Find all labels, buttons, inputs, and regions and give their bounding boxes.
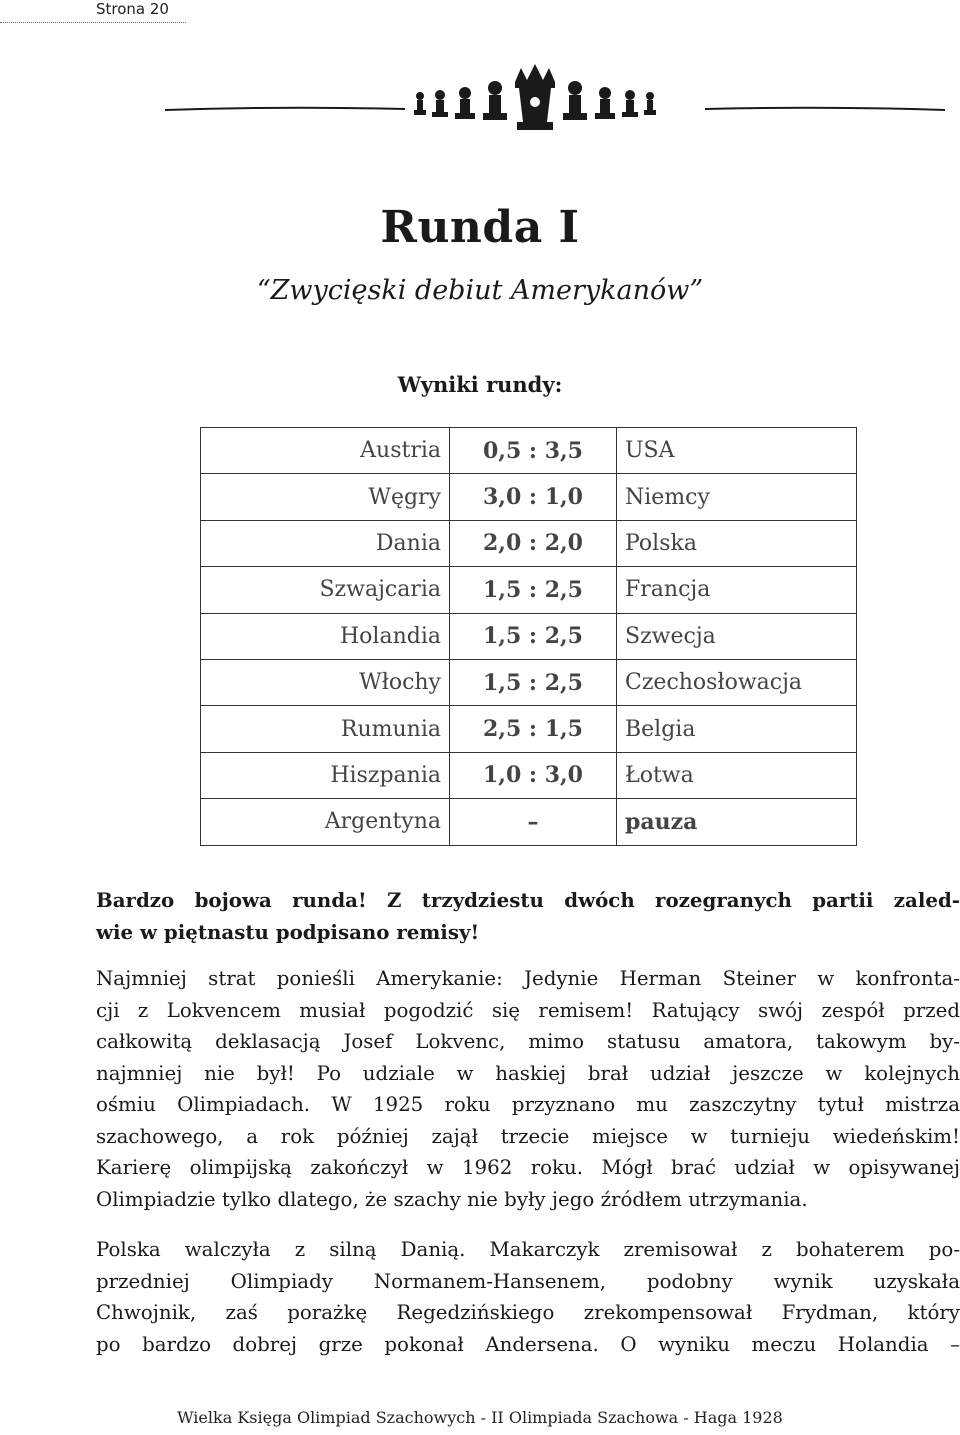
paragraph-line: ośmiu Olimpiadach. W 1925 roku przyznano mu zaszczytny tytuł mistrza [96,1093,960,1116]
paragraph-3 [96,1234,960,1360]
score-cell: 2,5 : 1,5 [450,706,617,752]
score-cell: 1,5 : 2,5 [450,613,617,659]
team-b-cell: USA [617,428,857,474]
results-row [201,567,857,613]
team-a-cell: Dania [201,520,450,566]
results-table [200,427,857,846]
team-a-cell: Węgry [201,474,450,520]
paragraph-1 [96,885,960,948]
paragraph-line: szachowego, a rok później zajął trzecie miejsce w turnieju wiedeńskim! [96,1124,960,1148]
team-b-cell: Polska [617,520,857,566]
team-a-cell: Hiszpania [201,752,450,798]
score-cell: 0,5 : 3,5 [450,428,617,474]
score-cell: 2,0 : 2,0 [450,520,617,566]
page-number: Strona 20 [96,0,169,18]
page-header [0,0,186,23]
chess-ornament-icon [165,62,945,162]
paragraph-line: cji z Lokvencem musiał pogodzić się remisem! Ratujący swój zespół przed [96,998,960,1022]
results-heading: Wyniki rundy: [397,372,563,397]
team-b-cell: Szwecja [617,613,857,659]
paragraph-line: Najmniej strat ponieśli Amerykanie: Jedynie Herman Steiner w konfronta- [96,967,960,990]
team-a-cell: Argentyna [201,799,450,845]
score-cell: 1,5 : 2,5 [450,567,617,613]
score-cell: – [450,799,617,845]
paragraph-2 [96,963,960,1215]
team-a-cell: Szwajcaria [201,567,450,613]
score-cell: 1,5 : 2,5 [450,659,617,705]
paragraph-line: Karierę olimpijską zakończył w 1962 roku. Mógł brać udział w opisywanej [96,1156,960,1179]
results-row [201,659,857,705]
results-row [201,613,857,659]
results-row [201,474,857,520]
paragraph-line: najmniej nie był! Po udziale w haskiej brał udział jeszcze w kolejnych [96,1061,960,1085]
paragraph-line: Bardzo bojowa runda! Z trzydziestu dwóch rozegranych partii zaled- [96,888,960,912]
paragraph-line: Olimpiadzie tylko dlatego, że szachy nie były jego źródłem utrzymania. [96,1187,808,1211]
team-a-cell: Włochy [201,659,450,705]
team-b-cell: Niemcy [617,474,857,520]
team-b-cell: Belgia [617,706,857,752]
paragraph-line: całkowitą deklasacją Josef Lokvenc, mimo statusu amatora, takowym by- [96,1030,960,1053]
team-b-cell: pauza [617,799,857,845]
team-b-cell: Czechosłowacja [617,659,857,705]
paragraph-line: po bardzo dobrej grze pokonał Andersena. O wyniku meczu Holandia – [96,1332,960,1356]
page-footer: Wielka Księga Olimpiad Szachowych - II Olimpiada Szachowa - Haga 1928 [177,1408,783,1427]
team-b-cell: Łotwa [617,752,857,798]
page-subtitle: “Zwycięski debiut Amerykanów” [256,275,704,306]
results-row [201,428,857,474]
paragraph-line: Polska walczyła z silną Danią. Makarczyk zremisował z bohaterem po- [96,1238,960,1261]
team-a-cell: Austria [201,428,450,474]
paragraph-line: przedniej Olimpiady Normanem-Hansenem, podobny wynik uzyskała [96,1269,960,1293]
team-a-cell: Holandia [201,613,450,659]
score-cell: 1,0 : 3,0 [450,752,617,798]
results-row [201,752,857,798]
paragraph-line: wie w piętnastu podpisano remisy! [96,919,480,944]
score-cell: 3,0 : 1,0 [450,474,617,520]
page-title: Runda I [380,202,580,253]
paragraph-line: Chwojnik, zaś porażkę Regedzińskiego zrekompensował Frydman, który [96,1301,960,1324]
team-b-cell: Francja [617,567,857,613]
results-row [201,799,857,845]
team-a-cell: Rumunia [201,706,450,752]
results-row [201,706,857,752]
results-row [201,520,857,566]
